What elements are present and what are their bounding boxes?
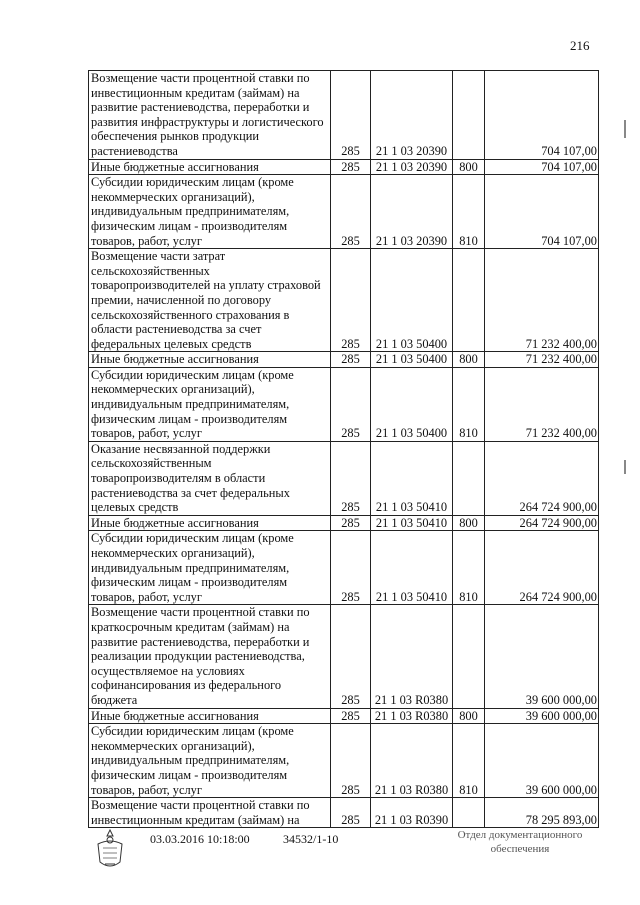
cell-admin-code: 285 xyxy=(331,352,371,368)
cell-amount: 264 724 900,00 xyxy=(485,441,599,515)
footer-datetime: 03.03.2016 10:18:00 xyxy=(150,832,250,846)
cell-description: Субсидии юридическим лицам (кроме некоммерческих организаций), индивидуальным предпринимателям, физическим лицам - производителям товаров, работ, услуг xyxy=(89,367,331,441)
cell-amount: 264 724 900,00 xyxy=(485,515,599,531)
cell-amount: 39 600 000,00 xyxy=(485,708,599,724)
cell-expense-type xyxy=(453,605,485,708)
cell-admin-code: 285 xyxy=(331,159,371,175)
cell-admin-code: 285 xyxy=(331,441,371,515)
cell-expense-type: 800 xyxy=(453,515,485,531)
table-row xyxy=(89,798,599,828)
cell-expense-type xyxy=(453,249,485,352)
cell-amount: 39 600 000,00 xyxy=(485,605,599,708)
cell-description: Возмещение части процентной ставки по краткосрочным кредитам (займам) на развитие растениеводства, переработки и реализации продукции растениеводства, осуществляемое на условиях софинансирования из федерального бюджета xyxy=(89,605,331,708)
page-footer xyxy=(0,828,640,888)
cell-admin-code: 285 xyxy=(331,724,371,798)
cell-amount: 71 232 400,00 xyxy=(485,352,599,368)
table-row xyxy=(89,605,599,708)
department-stamp xyxy=(440,828,600,856)
stamp-line: обеспечения xyxy=(490,843,550,855)
cell-description: Иные бюджетные ассигнования xyxy=(89,352,331,368)
scan-edge-mark xyxy=(624,460,626,474)
cell-amount: 704 107,00 xyxy=(485,159,599,175)
cell-target-article: 21 1 03 50400 xyxy=(371,352,453,368)
cell-target-article: 21 1 03 R0380 xyxy=(371,708,453,724)
cell-admin-code: 285 xyxy=(331,605,371,708)
cell-expense-type: 810 xyxy=(453,367,485,441)
table-row xyxy=(89,441,599,515)
cell-expense-type: 800 xyxy=(453,159,485,175)
cell-description: Иные бюджетные ассигнования xyxy=(89,159,331,175)
table-row xyxy=(89,159,599,175)
budget-table xyxy=(88,70,599,828)
cell-description: Иные бюджетные ассигнования xyxy=(89,708,331,724)
cell-target-article: 21 1 03 50410 xyxy=(371,531,453,605)
table-row xyxy=(89,367,599,441)
cell-admin-code: 285 xyxy=(331,515,371,531)
cell-target-article: 21 1 03 20390 xyxy=(371,175,453,249)
cell-description: Возмещение части затрат сельскохозяйственных товаропроизводителей на уплату страховой премии, начисленной по договору сельскохозяйственного страхования в области растениеводства за счет федеральных целевых средств xyxy=(89,249,331,352)
cell-amount: 78 295 893,00 xyxy=(485,798,599,828)
cell-admin-code: 285 xyxy=(331,71,371,160)
cell-description: Субсидии юридическим лицам (кроме некоммерческих организаций), индивидуальным предпринимателям, физическим лицам - производителям товаров, работ, услуг xyxy=(89,175,331,249)
table-row xyxy=(89,724,599,798)
cell-amount: 71 232 400,00 xyxy=(485,367,599,441)
cell-target-article: 21 1 03 R0390 xyxy=(371,798,453,828)
cell-admin-code: 285 xyxy=(331,708,371,724)
cell-expense-type: 810 xyxy=(453,724,485,798)
cell-expense-type: 810 xyxy=(453,531,485,605)
cell-expense-type xyxy=(453,798,485,828)
cell-expense-type xyxy=(453,441,485,515)
stamp-line: Отдел документационного xyxy=(457,829,583,841)
footer-doc-code: 34532/1-10 xyxy=(283,832,339,846)
cell-description: Возмещение части процентной ставки по инвестиционным кредитам (займам) на развитие растениеводства, переработки и развития инфраструктуры и логистического обеспечения рынков продукции растениеводства xyxy=(89,71,331,160)
cell-amount: 704 107,00 xyxy=(485,175,599,249)
cell-target-article: 21 1 03 50410 xyxy=(371,515,453,531)
scan-edge-mark xyxy=(624,120,626,138)
cell-target-article: 21 1 03 R0380 xyxy=(371,605,453,708)
table-row xyxy=(89,531,599,605)
cell-admin-code: 285 xyxy=(331,249,371,352)
table-row xyxy=(89,515,599,531)
cell-target-article: 21 1 03 R0380 xyxy=(371,724,453,798)
cell-description: Субсидии юридическим лицам (кроме некоммерческих организаций), индивидуальным предпринимателям, физическим лицам - производителям товаров, работ, услуг xyxy=(89,531,331,605)
table-row xyxy=(89,71,599,160)
cell-expense-type: 800 xyxy=(453,352,485,368)
cell-expense-type xyxy=(453,71,485,160)
budget-table-body xyxy=(89,71,599,828)
cell-description: Субсидии юридическим лицам (кроме некоммерческих организаций), индивидуальным предпринимателям, физическим лицам - производителям товаров, работ, услуг xyxy=(89,724,331,798)
cell-amount: 264 724 900,00 xyxy=(485,531,599,605)
cell-target-article: 21 1 03 50400 xyxy=(371,367,453,441)
cell-target-article: 21 1 03 50400 xyxy=(371,249,453,352)
cell-amount: 704 107,00 xyxy=(485,71,599,160)
cell-admin-code: 285 xyxy=(331,798,371,828)
table-row xyxy=(89,249,599,352)
cell-expense-type: 800 xyxy=(453,708,485,724)
cell-target-article: 21 1 03 50410 xyxy=(371,441,453,515)
cell-amount: 71 232 400,00 xyxy=(485,249,599,352)
cell-admin-code: 285 xyxy=(331,175,371,249)
coat-of-arms-icon xyxy=(93,828,127,872)
table-row xyxy=(89,352,599,368)
page-number: 216 xyxy=(570,38,590,53)
cell-target-article: 21 1 03 20390 xyxy=(371,159,453,175)
table-row xyxy=(89,175,599,249)
cell-admin-code: 285 xyxy=(331,531,371,605)
table-row xyxy=(89,708,599,724)
cell-target-article: 21 1 03 20390 xyxy=(371,71,453,160)
cell-description: Возмещение части процентной ставки по инвестиционным кредитам (займам) на xyxy=(89,798,331,828)
cell-amount: 39 600 000,00 xyxy=(485,724,599,798)
cell-admin-code: 285 xyxy=(331,367,371,441)
cell-description: Оказание несвязанной поддержки сельскохозяйственным товаропроизводителям в области растениеводства за счет федеральных целевых средств xyxy=(89,441,331,515)
cell-description: Иные бюджетные ассигнования xyxy=(89,515,331,531)
cell-expense-type: 810 xyxy=(453,175,485,249)
